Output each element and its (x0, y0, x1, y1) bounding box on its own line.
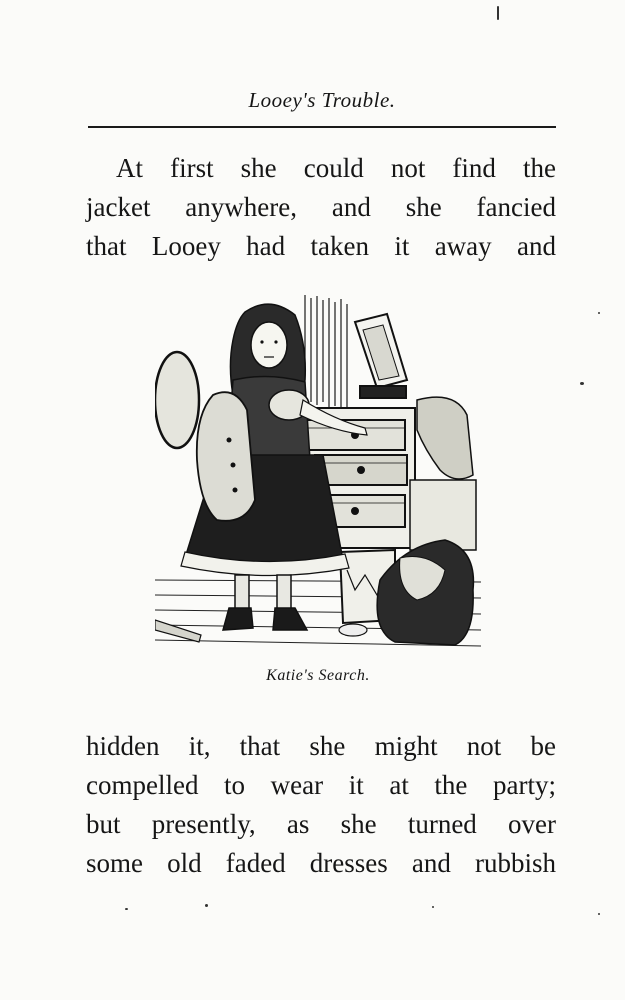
paper-speck (580, 382, 584, 385)
paragraph-bottom (86, 727, 556, 883)
floor-board (155, 620, 201, 642)
paragraph-top (86, 149, 556, 266)
paper-speck (598, 312, 600, 314)
side-table (410, 480, 476, 550)
hanging-cloth (417, 397, 473, 479)
header-rule (88, 126, 556, 128)
paper-speck (497, 6, 499, 20)
text-line: but presently, as she turned over (86, 809, 556, 839)
oval-frame (155, 352, 199, 448)
girl-legs (223, 575, 307, 630)
mirror (355, 314, 407, 398)
illustration-caption: Katie's Search. (266, 667, 370, 684)
text-line: that Looey had taken it away and (86, 231, 556, 261)
jacket (197, 392, 255, 521)
paper-speck (205, 904, 208, 907)
text-line: compelled to wear it at the party; (86, 770, 556, 800)
paper-speck (598, 913, 600, 915)
text-line: hidden it, that she might not be (86, 731, 556, 761)
running-head: Looey's Trouble. (248, 88, 396, 112)
engraving-illustration (155, 290, 481, 652)
text-line: jacket anywhere, and she fancied (86, 192, 556, 222)
paper-speck (432, 906, 434, 908)
girl-face (251, 322, 287, 368)
text-line: At first she could not find the (116, 153, 556, 183)
curtain-hatching (305, 295, 347, 410)
paper-speck (125, 908, 128, 910)
floor-item (339, 624, 367, 636)
text-line: some old faded dresses and rubbish (86, 848, 556, 878)
